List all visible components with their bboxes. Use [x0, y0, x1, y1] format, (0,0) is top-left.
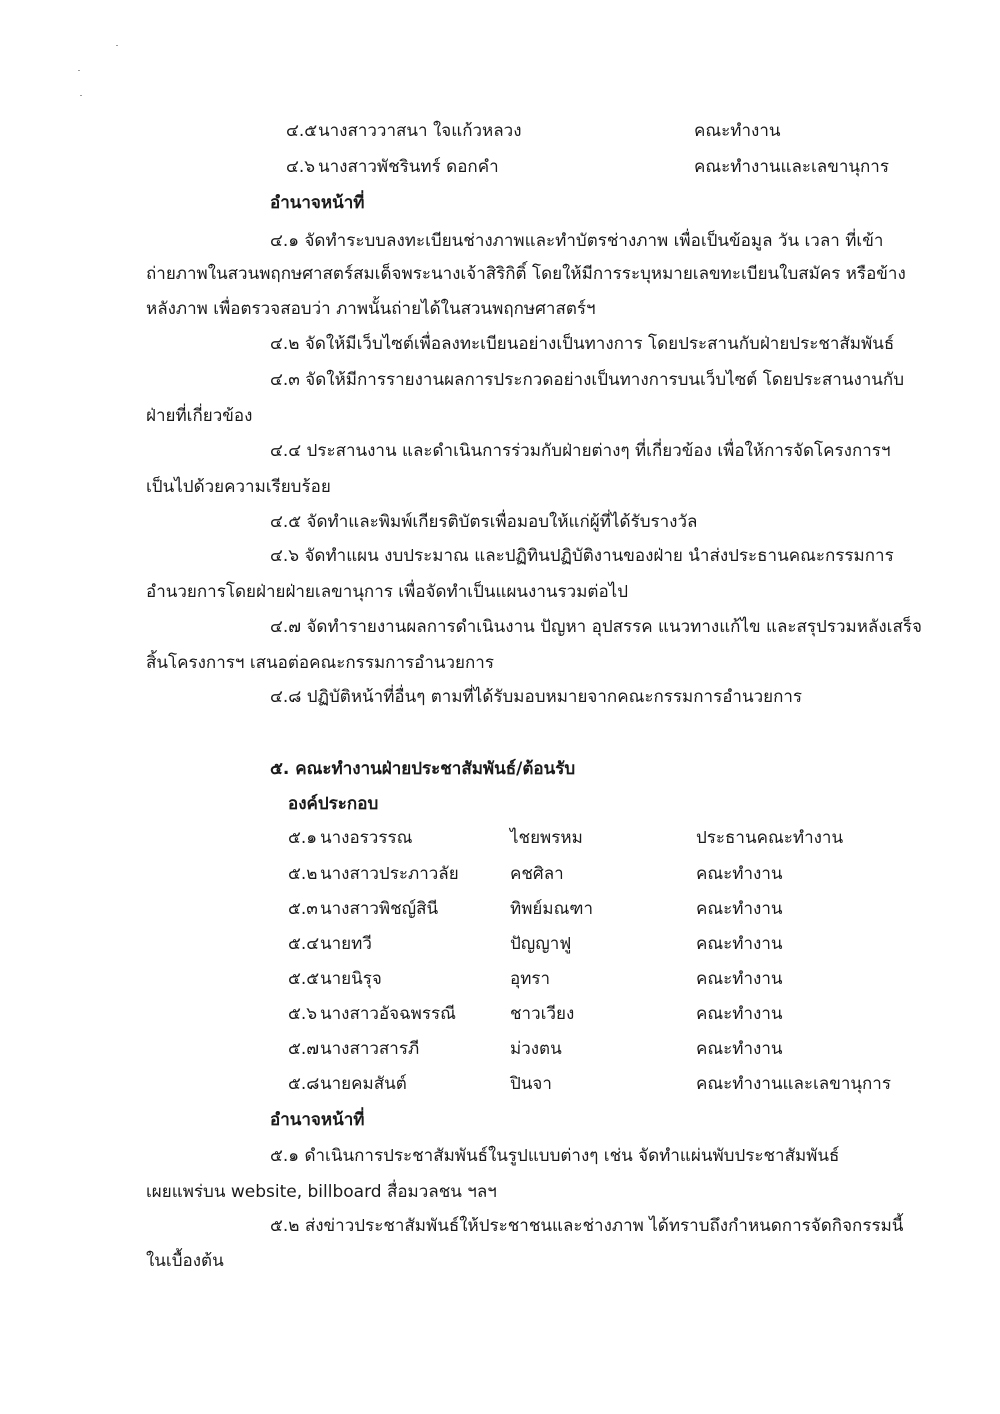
member-name: นางสาววาสนา ใจแก้วหลวง [318, 121, 522, 141]
duty-paragraph-line: ๔.๖ จัดทำแผน งบประมาณ และปฏิทินปฏิบัติงานของฝ่าย นำส่งประธานคณะกรรมการ [270, 546, 894, 566]
duty-paragraph-line: ๔.๕ จัดทำและพิมพ์เกียรติบัตรเพื่อมอบให้แก่ผู้ที่ได้รับรางวัล [270, 512, 698, 532]
duty-paragraph-line: เป็นไปด้วยความเรียบร้อย [146, 477, 331, 497]
member-role: คณะทำงาน [696, 934, 783, 954]
member-surname: ปินจา [510, 1074, 552, 1094]
duty-paragraph-line: ๔.๓ จัดให้มีการรายงานผลการประกวดอย่างเป็นทางการบนเว็บไซต์ โดยประสานงานกับ [270, 370, 904, 390]
member-surname: คชศิลา [510, 864, 564, 884]
scan-speck [80, 95, 82, 96]
member-name: นางอรวรรณ [320, 828, 413, 848]
duty-paragraph-line: ๔.๗ จัดทำรายงานผลการดำเนินงาน ปัญหา อุปสรรค แนวทางแก้ไข และสรุปรวมหลังเสร็จ [270, 617, 922, 637]
member-surname: อุทรา [510, 969, 551, 989]
duty-paragraph-line: เผยแพร่บน website, billboard สื่อมวลชน ฯลฯ [146, 1182, 497, 1202]
member-number: ๔.๖ [286, 157, 316, 177]
duty-paragraph-line: ถ่ายภาพในสวนพฤกษศาสตร์สมเด็จพระนางเจ้าสิริกิติ์ โดยให้มีการระบุหมายเลขทะเบียนใบสมัคร หรือข้าง [146, 264, 906, 284]
member-role: คณะทำงาน [696, 969, 783, 989]
duty-paragraph-line: สิ้นโครงการฯ เสนอต่อคณะกรรมการอำนวยการ [146, 653, 494, 673]
member-name: นายคมสันต์ [320, 1074, 407, 1094]
section5-title: ๕. คณะทำงานฝ่ายประชาสัมพันธ์/ต้อนรับ [270, 759, 576, 779]
member-role: คณะทำงานและเลขานุการ [696, 1074, 891, 1094]
member-number: ๕.๗ [288, 1039, 320, 1059]
member-role: คณะทำงานและเลขานุการ [694, 157, 889, 177]
member-name: นางสาวพิชญ์สินี [320, 899, 439, 919]
duty-paragraph-line: ๔.๑ จัดทำระบบลงทะเบียนช่างภาพและทำบัตรช่างภาพ เพื่อเป็นข้อมูล วัน เวลา ที่เข้า [270, 231, 884, 251]
member-number: ๕.๕ [288, 969, 320, 989]
member-name: นายทวี [320, 934, 372, 954]
duty-paragraph-line: ฝ่ายที่เกี่ยวข้อง [146, 406, 253, 426]
member-name: นายนิรุจ [320, 969, 382, 989]
member-surname: ปัญญาฟู [510, 934, 572, 954]
duty-paragraph-line: หลังภาพ เพื่อตรวจสอบว่า ภาพนั้นถ่ายได้ในสวนพฤกษศาสตร์ฯ [146, 299, 596, 319]
member-surname: ม่วงตน [510, 1039, 562, 1059]
scan-speck [116, 45, 118, 46]
member-role: คณะทำงาน [694, 121, 781, 141]
duty-paragraph-line: ๕.๒ ส่งข่าวประชาสัมพันธ์ให้ประชาชนและช่างภาพ ได้ทราบถึงกำหนดการจัดกิจกรรมนี้ [270, 1216, 904, 1236]
scan-speck [78, 70, 80, 71]
member-number: ๕.๖ [288, 1004, 318, 1024]
member-surname: ทิพย์มณฑา [510, 899, 594, 919]
member-role: คณะทำงาน [696, 899, 783, 919]
member-name: นางสาวประภาวลัย [320, 864, 459, 884]
member-surname: ไชยพรหม [510, 828, 583, 848]
member-name: นางสาวอัจฉพรรณี [320, 1004, 456, 1024]
member-role: คณะทำงาน [696, 864, 783, 884]
member-number: ๕.๑ [288, 828, 318, 848]
section5-duties-heading: อำนาจหน้าที่ [270, 1110, 365, 1130]
member-number: ๕.๘ [288, 1074, 320, 1094]
member-name: นางสาวสารภี [320, 1039, 420, 1059]
member-role: คณะทำงาน [696, 1004, 783, 1024]
section5-composition-heading: องค์ประกอบ [288, 794, 379, 814]
duty-paragraph-line: ๔.๔ ประสานงาน และดำเนินการร่วมกับฝ่ายต่างๆ ที่เกี่ยวข้อง เพื่อให้การจัดโครงการฯ [270, 441, 891, 461]
duty-paragraph-line: ในเบื้องต้น [146, 1251, 224, 1271]
member-number: ๕.๓ [288, 899, 318, 919]
member-number: ๕.๒ [288, 864, 318, 884]
duty-paragraph-line: ๔.๒ จัดให้มีเว็บไซต์เพื่อลงทะเบียนอย่างเป็นทางการ โดยประสานกับฝ่ายประชาสัมพันธ์ [270, 334, 895, 354]
member-number: ๔.๕ [286, 121, 318, 141]
duty-paragraph-line: ๔.๘ ปฏิบัติหน้าที่อื่นๆ ตามที่ได้รับมอบหมายจากคณะกรรมการอำนวยการ [270, 687, 803, 707]
duty-paragraph-line: ๕.๑ ดำเนินการประชาสัมพันธ์ในรูปแบบต่างๆ เช่น จัดทำแผ่นพับประชาสัมพันธ์ [270, 1146, 840, 1166]
duty-paragraph-line: อำนวยการโดยฝ่ายฝ่ายเลขานุการ เพื่อจัดทำเป็นแผนงานรวมต่อไป [146, 582, 628, 602]
section4-duties-heading: อำนาจหน้าที่ [270, 193, 365, 213]
member-role: คณะทำงาน [696, 1039, 783, 1059]
member-number: ๕.๔ [288, 934, 320, 954]
member-surname: ชาวเวียง [510, 1004, 575, 1024]
member-role: ประธานคณะทำงาน [696, 828, 844, 848]
member-name: นางสาวพัชรินทร์ ดอกคำ [318, 157, 499, 177]
